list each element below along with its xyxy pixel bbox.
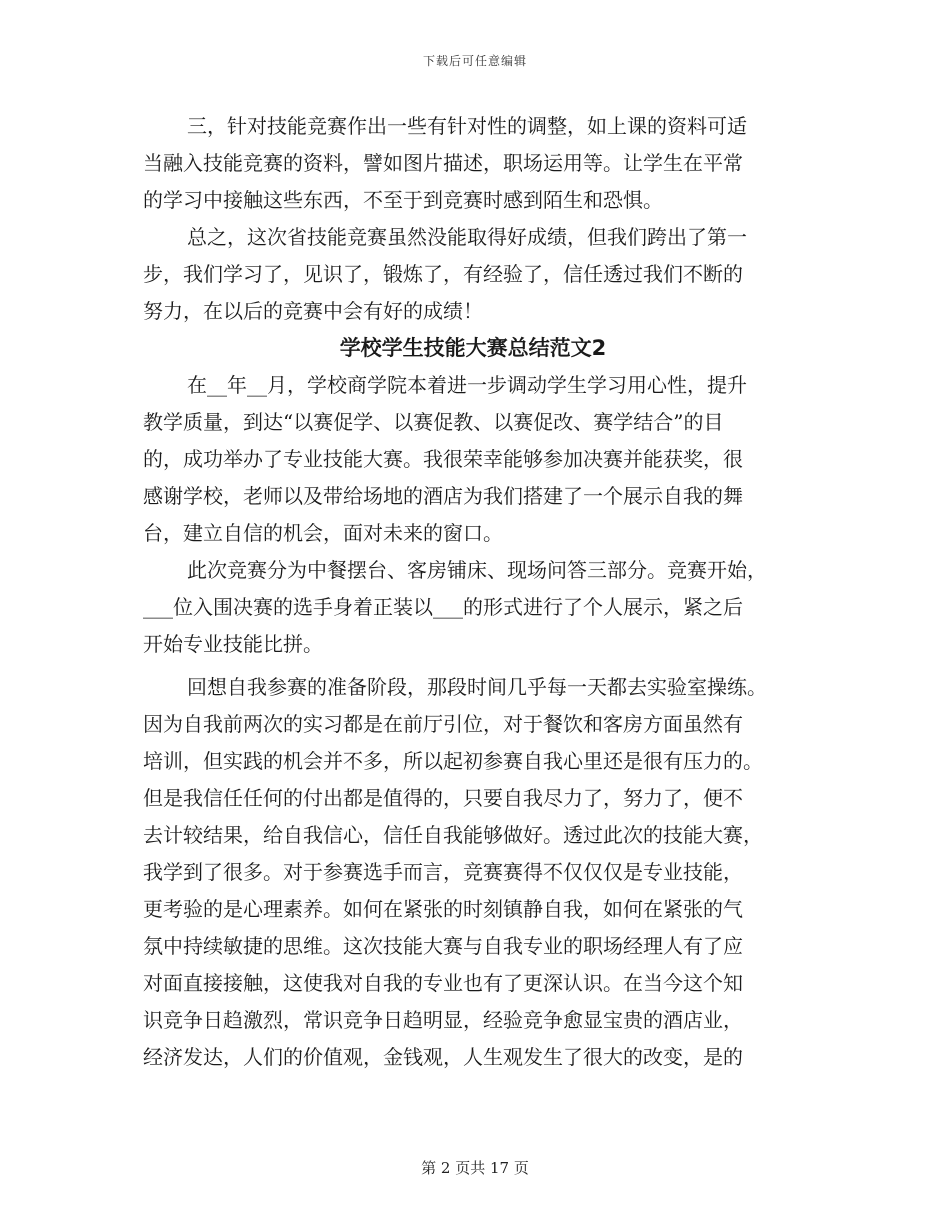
paragraph-line: 努力，在以后的竞赛中会有好的成绩！ (143, 299, 483, 323)
paragraph-line: 识竞争日趋激烈，常识竞争日趋明显，经验竞争愈显宝贵的酒店业， (143, 1008, 743, 1032)
page-header-note: 下载后可任意编辑 (422, 54, 527, 68)
paragraph-line: 在__年__月，学校商学院本着进一步调动学生学习用心性，提升 (187, 373, 747, 397)
paragraph-line: 感谢学校，老师以及带给场地的酒店为我们搭建了一个展示自我的舞 (143, 484, 743, 508)
paragraph-line: 此次竞赛分为中餐摆台、客房铺床、现场问答三部分。竞赛开始， (187, 558, 767, 582)
paragraph-line: 教学质量，到达“以赛促学、以赛促教、以赛促改、赛学结合”的目 (143, 410, 724, 434)
paragraph-line: 我学到了很多。对于参赛选手而言，竞赛赛得不仅仅仅是专业技能， (143, 860, 743, 884)
paragraph-line: 更考验的是心理素养。如何在紧张的时刻镇静自我，如何在紧张的气 (143, 897, 743, 921)
paragraph-line: 回想自我参赛的准备阶段，那段时间几乎每一天都去实验室操练。 (187, 675, 767, 699)
paragraph-line: 总之，这次省技能竞赛虽然没能取得好成绩，但我们跨出了第一 (187, 225, 747, 249)
paragraph-line: 经济发达，人们的价值观，金钱观，人生观发生了很大的改变，是的 (143, 1045, 743, 1069)
section-title: 学校学生技能大赛总结范文2 (339, 336, 607, 360)
paragraph-line: 的学习中接触这些东西，不至于到竞赛时感到陌生和恐惧。 (143, 188, 663, 212)
paragraph-line: 开始专业技能比拼。 (143, 632, 323, 656)
paragraph-line: 步，我们学习了，见识了，锻炼了，有经验了，信任透过我们不断的 (143, 262, 743, 286)
paragraph-line: 台，建立自信的机会，面对未来的窗口。 (143, 521, 503, 545)
paragraph-line: 当融入技能竞赛的资料，譬如图片描述，职场运用等。让学生在平常 (143, 151, 743, 175)
document-body (143, 108, 803, 1076)
page-number: 第 2 页共 17 页 (421, 1159, 529, 1177)
paragraph-line: 氛中持续敏捷的思维。这次技能大赛与自我专业的职场经理人有了应 (143, 934, 743, 958)
paragraph-line: 因为自我前两次的实习都是在前厅引位，对于餐饮和客房方面虽然有 (143, 712, 743, 736)
paragraph-line: 但是我信任任何的付出都是值得的，只要自我尽力了，努力了，便不 (143, 786, 743, 810)
paragraph-line: ___位入围决赛的选手身着正装以___的形式进行了个人展示，紧之后 (143, 595, 743, 619)
paragraph-line: 培训，但实践的机会并不多，所以起初参赛自我心里还是很有压力的。 (143, 749, 763, 773)
paragraph-line: 去计较结果，给自我信心，信任自我能够做好。透过此次的技能大赛， (143, 823, 763, 847)
paragraph-line: 对面直接接触，这使我对自我的专业也有了更深认识。在当今这个知 (143, 971, 743, 995)
paragraph-line: 三，针对技能竞赛作出一些有针对性的调整，如上课的资料可适 (187, 114, 747, 138)
paragraph-line: 的，成功举办了专业技能大赛。我很荣幸能够参加决赛并能获奖，很 (143, 447, 743, 471)
